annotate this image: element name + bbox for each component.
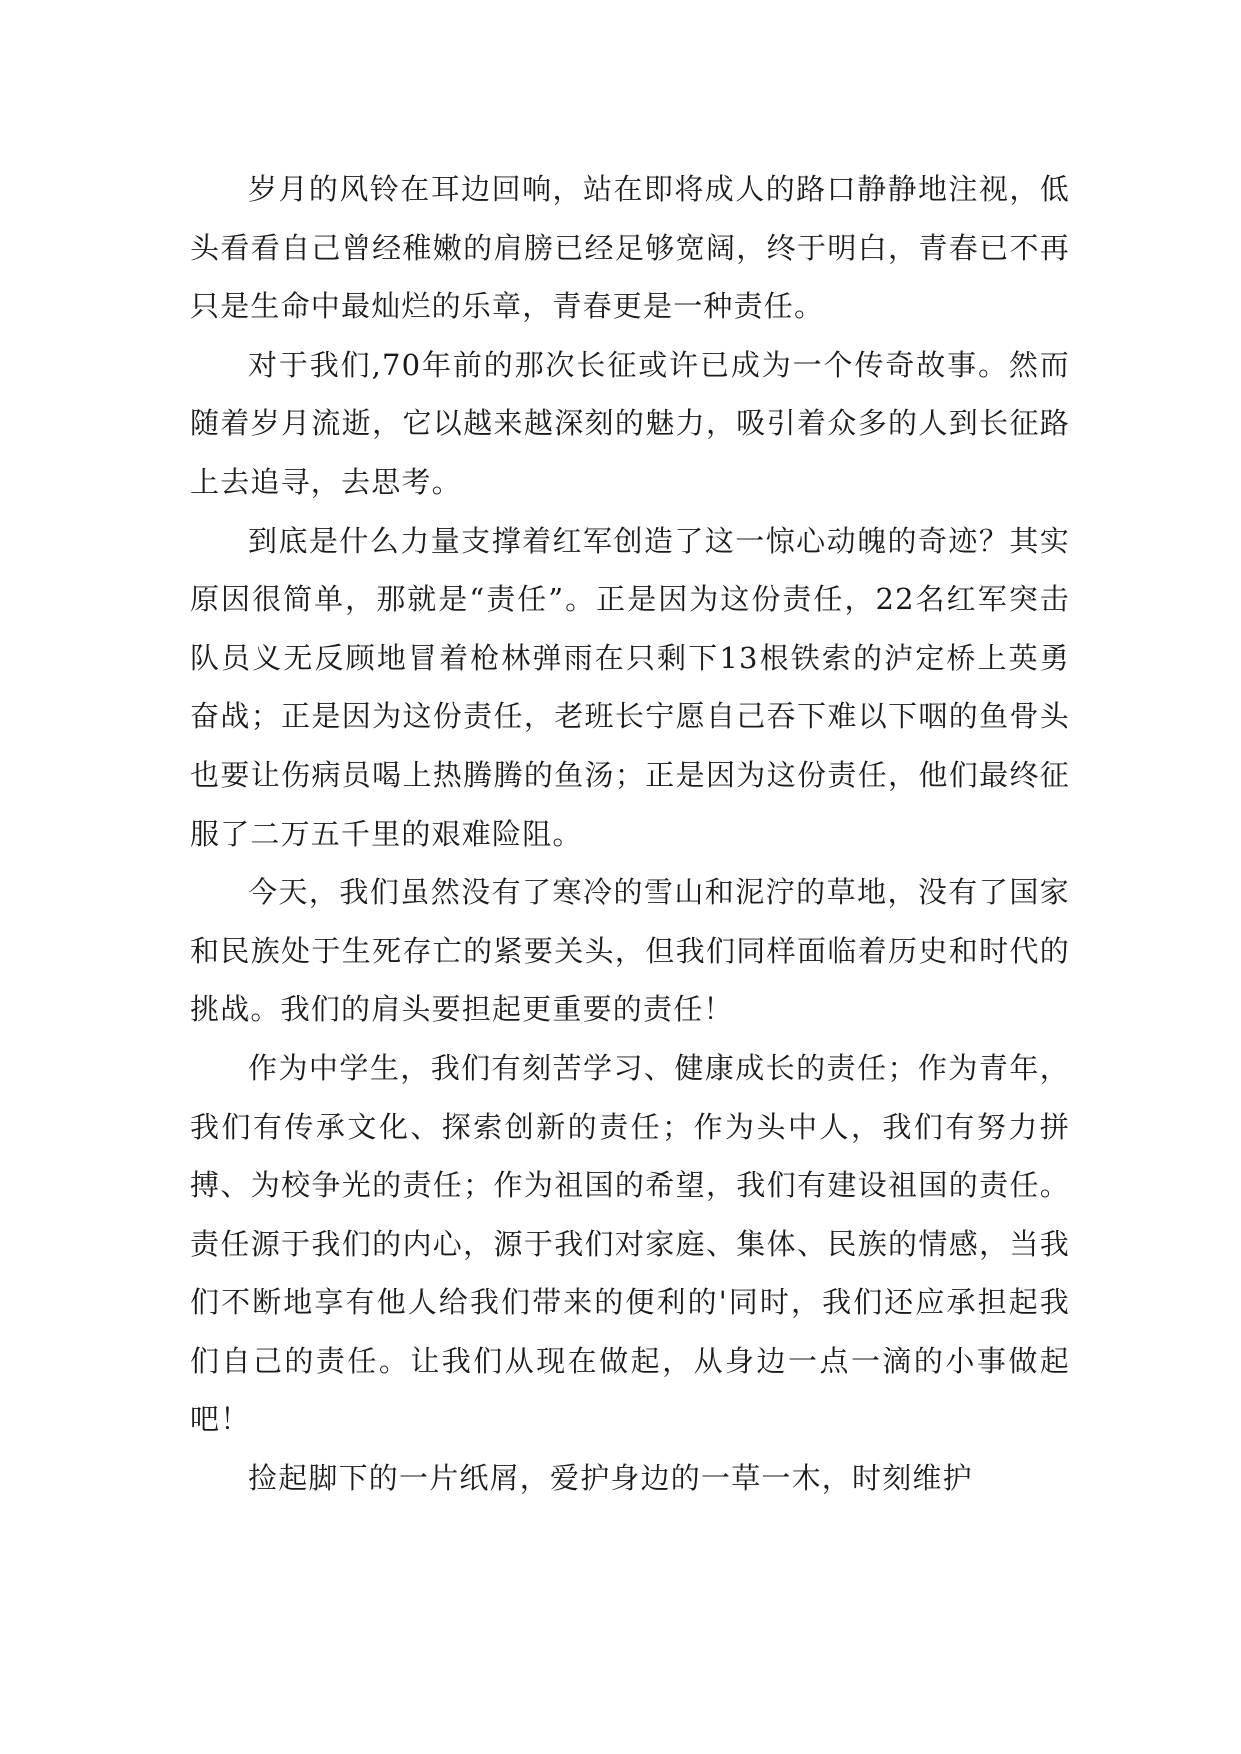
paragraph-1: 岁月的风铃在耳边回响，站在即将成人的路口静静地注视，低头看看自己曾经稚嫩的肩膀已经足够宽阔，终于明白，青春已不再只是生命中最灿烂的乐章，青春更是一种责任。 [190,172,1070,324]
paragraph-4: 今天，我们虽然没有了寒冷的雪山和泥泞的草地，没有了国家和民族处于生死存亡的紧要关头，但我们同样面临着历史和时代的挑战。我们的肩头要担起更重要的责任！ [190,875,1070,1027]
paragraph-5: 作为中学生，我们有刻苦学习、健康成长的责任；作为青年，我们有传承文化、探索创新的责任；作为头中人，我们有努力拼搏、为校争光的责任；作为祖国的希望，我们有建设祖国的责任。责任源于我们的内心，源于我们对家庭、集体、民族的情感，当我们不断地享有他人给我们带来的便利的'同时，我们还应承担起我们自己的责任。让我们从现在做起，从身边一点一滴的小事做起吧！ [190,1050,1070,1437]
paragraph-2: 对于我们,70年前的那次长征或许已成为一个传奇故事。然而随着岁月流逝，它以越来越深刻的魅力，吸引着众多的人到长征路上去追寻，去思考。 [190,347,1070,499]
document-body [190,160,1070,1508]
paragraph-3: 到底是什么力量支撑着红军创造了这一惊心动魄的奇迹？其实原因很简单，那就是“责任”。正是因为这份责任，22名红军突击队员义无反顾地冒着枪林弹雨在只剩下13根铁索的泸定桥上英勇奋战；正是因为这份责任，老班长宁愿自己吞下难以下咽的鱼骨头也要让伤病员喝上热腾腾的鱼汤；正是因为这份责任，他们最终征服了二万五千里的艰难险阻。 [190,523,1070,851]
paragraph-6: 捡起脚下的一片纸屑，爱护身边的一草一木，时刻维护 [248,1461,973,1496]
